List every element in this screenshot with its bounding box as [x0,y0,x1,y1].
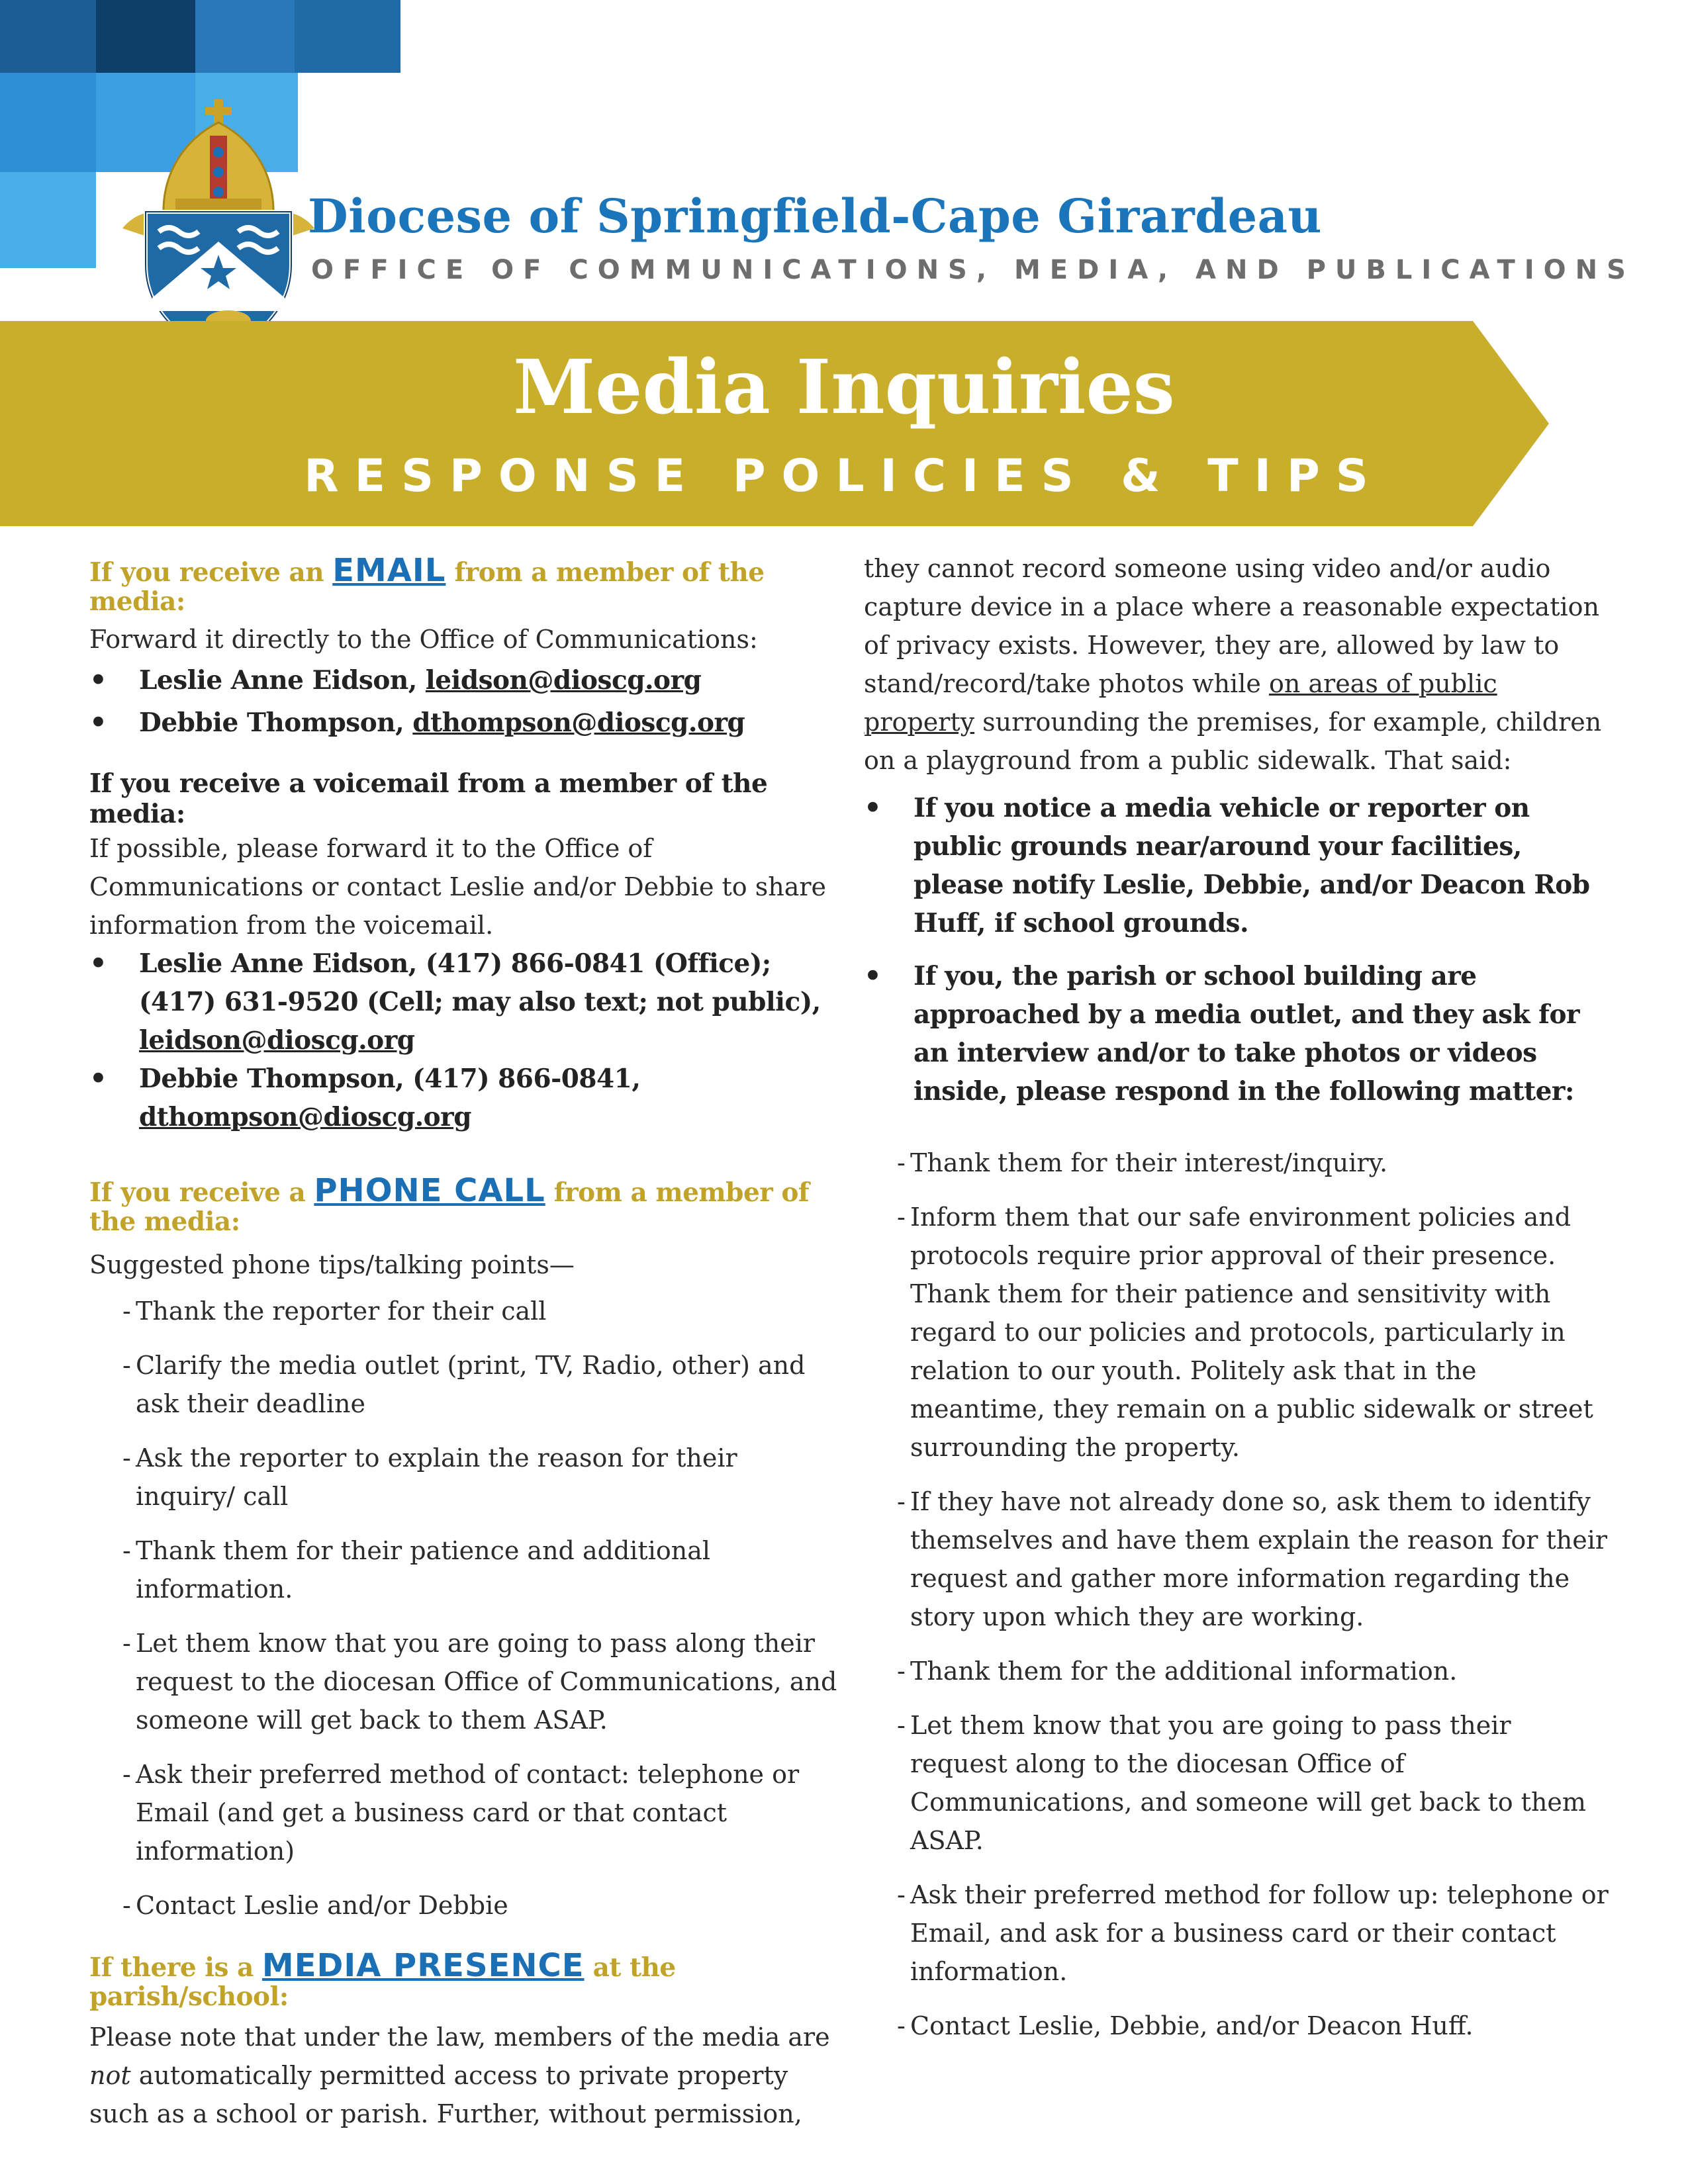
decor-square [96,0,195,73]
decor-square [195,0,295,73]
media-presence-bullets [864,789,1612,1111]
email-contact-list [89,661,837,742]
office-name: OFFICE OF COMMUNICATIONS, MEDIA, AND PUBLICATIONS [311,255,1635,285]
voicemail-intro: If possible, please forward it to the Office of Communications or contact Leslie and/or Debbie to share information from the voicemail. [89,834,827,940]
list-item: • Leslie Anne Eidson, leidson@dioscg.org [89,661,837,700]
list-item: - Thank them for their patience and additional information. [89,1531,837,1608]
email-link[interactable]: leidson@dioscg.org [139,1025,415,1056]
list-item: - Let them know that you are going to pass along their request to the diocesan Office of Communications, and someone will get back to them ASAP. [89,1624,837,1739]
list-item: - Ask the reporter to explain the reason for their inquiry/ call [89,1439,837,1516]
email-link[interactable]: dthompson@dioscg.org [139,1102,471,1132]
list-item: - Thank them for their interest/inquiry. [864,1144,1612,1182]
phone-heading: If you receive a PHONE CALL from a member of the media: [89,1172,810,1237]
decor-square [0,73,96,172]
page-subtitle: RESPONSE POLICIES & TIPS [304,450,1384,502]
list-item: - Contact Leslie and/or Debbie [89,1886,837,1925]
media-presence-text-continued: they cannot record someone using video and/or audio capture device in a place where a reasonable expectation of privacy exists. However, they are, allowed by law to stand/record/take photos while on areas of public property surrounding the premises, for example, children on a playground from a public sidewalk. That said: [864,554,1602,775]
decor-square [0,0,96,73]
left-column [89,552,837,2133]
phone-keyword: PHONE CALL [314,1172,545,1209]
decor-square [295,0,400,73]
list-item: - Inform them that our safe environment policies and protocols require prior approval of their presence. Thank them for their patience and sensitivity with regard to our policies and protocols, particularly in relation to our youth. Politely ask that in the meantime, they remain on a public sidewalk or street surrounding the property. [864,1198,1612,1467]
list-item: • If you notice a media vehicle or reporter on public grounds near/around your facilities, please notify Leslie, Debbie, and/or Deacon Rob Huff, if school grounds. [864,789,1612,942]
list-item: • Leslie Anne Eidson, (417) 866-0841 (Office); (417) 631-9520 (Cell; may also text; not public), leidson@dioscg.org [89,944,837,1060]
list-item: - Let them know that you are going to pass their request along to the diocesan Office of Communications, and someone will get back to them ASAP. [864,1706,1612,1860]
media-presence-heading: If there is a MEDIA PRESENCE at the parish/school: [89,1947,676,2012]
phone-tips-list [89,1292,837,1925]
email-link[interactable]: leidson@dioscg.org [425,665,702,696]
email-intro: Forward it directly to the Office of Communications: [89,625,758,654]
organization-name: Diocese of Springfield-Cape Girardeau [308,189,1322,244]
list-item: • Debbie Thompson, dthompson@dioscg.org [89,704,837,742]
email-keyword: EMAIL [332,552,446,589]
media-response-steps [864,1144,1612,2045]
list-item: • If you, the parish or school building are approached by a media outlet, and they ask for an interview and/or to take photos or videos inside, please respond in the following matter: [864,957,1612,1111]
diocese-crest-logo [122,99,314,357]
list-item: - Ask their preferred method of contact: telephone or Email (and get a business card or that contact information) [89,1755,837,1870]
phone-intro: Suggested phone tips/talking points— [89,1250,575,1279]
voicemail-heading: If you receive a voicemail from a member of the media: [89,768,768,829]
decor-square [0,172,96,268]
list-item: - Clarify the media outlet (print, TV, Radio, other) and ask their deadline [89,1346,837,1423]
page-title: Media Inquiries [513,344,1175,431]
list-item: • Debbie Thompson, (417) 866-0841, dthompson@dioscg.org [89,1060,837,1136]
email-heading: If you receive an EMAIL from a member of the media: [89,552,765,617]
list-item: - Thank the reporter for their call [89,1292,837,1330]
list-item: - Thank them for the additional information. [864,1652,1612,1690]
voicemail-contact-list [89,944,837,1136]
media-presence-text-start: Please note that under the law, members of the media are not automatically permitted access to private property such as a school or parish. Further, without permission, [89,2023,830,2128]
email-link[interactable]: dthompson@dioscg.org [412,707,745,738]
right-column [864,549,1612,2061]
list-item: - Ask their preferred method for follow up: telephone or Email, and ask for a business card or their contact information. [864,1876,1612,1991]
list-item: - Contact Leslie, Debbie, and/or Deacon Huff. [864,2007,1612,2045]
media-presence-keyword: MEDIA PRESENCE [261,1947,585,1984]
list-item: - If they have not already done so, ask them to identify themselves and have them explain the reason for their request and gather more information regarding the story upon which they are working. [864,1482,1612,1636]
